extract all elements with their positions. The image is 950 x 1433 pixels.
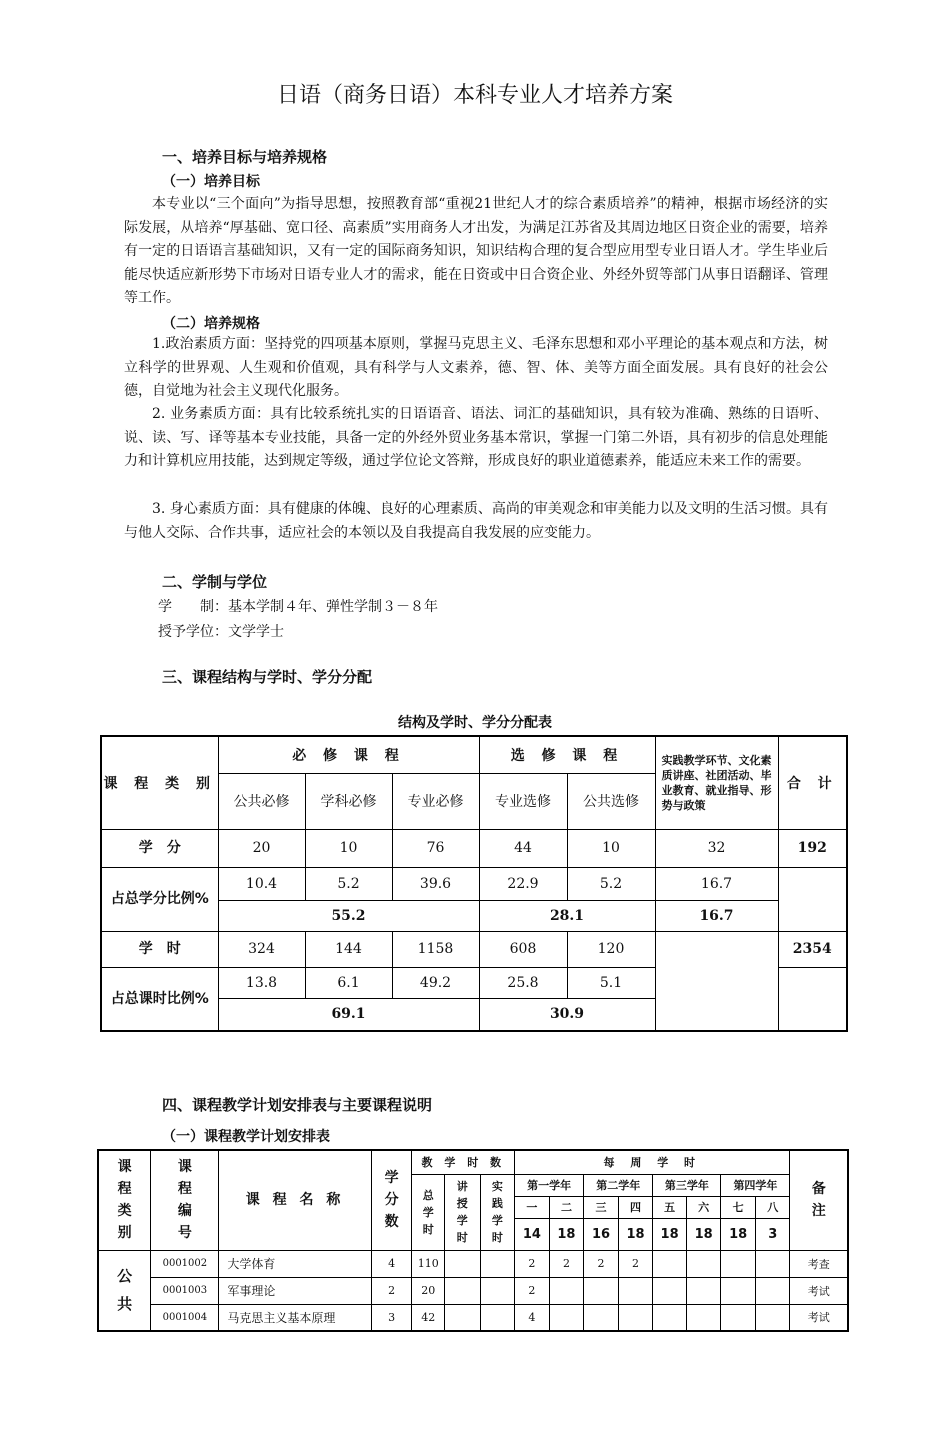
course-group-label: 公共 <box>98 1250 151 1331</box>
course-practice-hours <box>480 1304 515 1331</box>
course-weekly-hours <box>755 1277 790 1304</box>
table-caption: 结构及学时、学分分配表 <box>398 715 552 731</box>
degree-awarded: 授予学位：文学学士 <box>158 624 284 640</box>
course-row <box>98 1250 848 1277</box>
plan-col-note: 备注 <box>790 1150 848 1250</box>
credit-ratio-label: 占总学分比例% <box>101 867 218 931</box>
course-weekly-hours <box>653 1277 687 1304</box>
credit-value: 10 <box>305 829 392 867</box>
section-2-heading: 二、学制与学位 <box>162 573 268 591</box>
course-lecture-hours <box>444 1250 480 1277</box>
subsection-spec-heading: （二）培养规格 <box>162 316 260 332</box>
hour-ratio-value: 49.2 <box>392 967 479 998</box>
plan-col-weekly: 每 周 学 时 <box>515 1150 790 1174</box>
year-3: 第三学年 <box>653 1174 721 1196</box>
term: 三 <box>584 1196 619 1218</box>
col-discipline-required: 学科必修 <box>305 773 392 829</box>
hour-value: 1158 <box>392 931 479 967</box>
goal-paragraph: 本专业以“三个面向”为指导思想，按照教育部“重视21世纪人才的综合素质培养”的精神，根据市场经济的实际发展，从培养“厚基础、宽口径、高素质”实用商务人才出发，为满足江苏省及其周边地区日资企业的需要，培养有一定的日语语言基础知识，又有一定的国际商务知识，知识结构合理的复合型应用型专业日语人才。学生毕业后能尽快适应新形势下市场对日语专业人才的需求，能在日资或中日合资企业、外经外贸等部门从事日语翻译、管理等工作。 <box>124 196 828 306</box>
plan-col-type: 课程类别 <box>98 1150 151 1250</box>
hour-ratio-required-sum: 69.1 <box>218 998 479 1031</box>
schooling-length: 学 制：基本学制４年、弹性学制３－８年 <box>158 599 438 615</box>
course-credit: 2 <box>371 1277 412 1304</box>
course-credit: 4 <box>371 1250 412 1277</box>
term-weeks: 18 <box>686 1218 721 1250</box>
year-4: 第四学年 <box>721 1174 790 1196</box>
plan-col-hours: 教 学 时 数 <box>412 1150 515 1174</box>
course-name: 军事理论 <box>219 1277 371 1304</box>
course-weekly-hours <box>653 1304 687 1331</box>
credit-ratio-required-sum: 55.2 <box>218 900 479 931</box>
course-credit: 3 <box>371 1304 412 1331</box>
course-weekly-hours <box>755 1250 790 1277</box>
credit-value: 32 <box>655 829 778 867</box>
course-row <box>98 1304 848 1331</box>
credit-total: 192 <box>778 829 847 867</box>
course-weekly-hours <box>721 1250 756 1277</box>
credit-ratio-value: 16.7 <box>655 867 778 900</box>
term-weeks: 18 <box>653 1218 687 1250</box>
section-1-heading: 一、培养目标与培养规格 <box>162 148 328 166</box>
term: 二 <box>549 1196 584 1218</box>
credit-ratio-value: 22.9 <box>479 867 567 900</box>
course-weekly-hours <box>721 1277 756 1304</box>
course-weekly-hours <box>618 1304 653 1331</box>
plan-col-lecture: 讲授学时 <box>444 1174 480 1250</box>
credit-row-label: 学 分 <box>101 829 218 867</box>
course-type-header: 课 程 类 别 <box>101 736 218 829</box>
credit-ratio-value: 10.4 <box>218 867 305 900</box>
hour-ratio-label: 占总课时比例% <box>101 967 218 1031</box>
plan-col-code: 课程编号 <box>151 1150 219 1250</box>
course-weekly-hours: 2 <box>584 1250 619 1277</box>
spec-physical-paragraph: 3. 身心素质方面：具有健康的体魄、良好的心理素质、高尚的审美观念和审美能力以及文明的生活习惯。具有与他人交际、合作共事，适应社会的本领以及自我提高自我发展的应变能力。 <box>124 501 828 541</box>
hour-value: 324 <box>218 931 305 967</box>
empty-cell <box>778 967 847 1031</box>
course-total-hours: 20 <box>412 1277 445 1304</box>
term-weeks: 18 <box>721 1218 756 1250</box>
term-weeks: 16 <box>584 1218 619 1250</box>
hour-ratio-elective-sum: 30.9 <box>479 998 655 1031</box>
col-major-elective: 专业选修 <box>479 773 567 829</box>
empty-cell <box>778 867 847 931</box>
course-weekly-hours: 2 <box>549 1250 584 1277</box>
credit-ratio-value: 5.2 <box>567 867 655 900</box>
hour-value: 120 <box>567 931 655 967</box>
hour-value: 144 <box>305 931 392 967</box>
credit-value: 20 <box>218 829 305 867</box>
spec-professional-paragraph: 2. 业务素质方面：具有比较系统扎实的日语语音、语法、词汇的基础知识，具有较为准确、熟练的日语听、说、读、写、译等基本专业技能，具备一定的外经外贸业务基本常识，掌握一门第二外语，具有初步的信息处理能力和计算机应用技能，达到规定等级，通过学位论文答辩，形成良好的职业道德素养，能适应未来工作的需要。 <box>124 406 828 469</box>
term: 八 <box>755 1196 790 1218</box>
section-3-heading: 三、课程结构与学时、学分分配 <box>162 668 373 686</box>
course-assessment: 考试 <box>790 1304 848 1331</box>
course-name: 大学体育 <box>219 1250 371 1277</box>
teaching-plan-table <box>97 1149 849 1332</box>
required-header: 必 修 课 程 <box>218 736 479 773</box>
plan-col-total-hours: 总学时 <box>412 1174 445 1250</box>
course-weekly-hours <box>755 1304 790 1331</box>
credit-ratio-value: 39.6 <box>392 867 479 900</box>
credit-value: 76 <box>392 829 479 867</box>
section-4-heading: 四、课程教学计划安排表与主要课程说明 <box>162 1096 433 1114</box>
hour-ratio-value: 5.1 <box>567 967 655 998</box>
course-weekly-hours <box>686 1250 721 1277</box>
credit-value: 10 <box>567 829 655 867</box>
course-weekly-hours <box>653 1250 687 1277</box>
subsection-goal-heading: （一）培养目标 <box>162 174 260 190</box>
practice-header: 实践教学环节、文化素质讲座、社团活动、毕业教育、就业指导、形势与政策 <box>655 736 778 829</box>
course-weekly-hours <box>584 1277 619 1304</box>
course-assessment: 考查 <box>790 1250 848 1277</box>
hour-total: 2354 <box>778 931 847 967</box>
course-weekly-hours <box>686 1304 721 1331</box>
course-practice-hours <box>480 1250 515 1277</box>
course-weekly-hours <box>618 1277 653 1304</box>
col-public-required: 公共必修 <box>218 773 305 829</box>
plan-table-body <box>98 1250 848 1331</box>
course-weekly-hours <box>686 1277 721 1304</box>
course-lecture-hours <box>444 1277 480 1304</box>
course-weekly-hours <box>549 1304 584 1331</box>
term-weeks: 3 <box>755 1218 790 1250</box>
col-public-elective: 公共选修 <box>567 773 655 829</box>
term: 六 <box>686 1196 721 1218</box>
plan-col-practice: 实践学时 <box>480 1174 515 1250</box>
plan-table-heading: （一）课程教学计划安排表 <box>162 1129 330 1145</box>
course-weekly-hours <box>549 1277 584 1304</box>
course-code: 0001003 <box>151 1277 219 1304</box>
course-lecture-hours <box>444 1304 480 1331</box>
credit-structure-table <box>100 735 848 1032</box>
course-name: 马克思主义基本原理 <box>219 1304 371 1331</box>
course-row <box>98 1277 848 1304</box>
credit-ratio-value: 5.2 <box>305 867 392 900</box>
course-weekly-hours: 2 <box>515 1277 550 1304</box>
year-1: 第一学年 <box>515 1174 584 1196</box>
term: 七 <box>721 1196 756 1218</box>
course-assessment: 考试 <box>790 1277 848 1304</box>
course-total-hours: 110 <box>412 1250 445 1277</box>
plan-col-credit: 学分数 <box>371 1150 412 1250</box>
course-practice-hours <box>480 1277 515 1304</box>
term: 四 <box>618 1196 653 1218</box>
hour-value: 608 <box>479 931 567 967</box>
term: 一 <box>515 1196 550 1218</box>
term-weeks: 14 <box>515 1218 550 1250</box>
hour-ratio-value: 25.8 <box>479 967 567 998</box>
hour-row-label: 学 时 <box>101 931 218 967</box>
elective-header: 选 修 课 程 <box>479 736 655 773</box>
course-weekly-hours: 2 <box>515 1250 550 1277</box>
year-2: 第二学年 <box>584 1174 653 1196</box>
credit-ratio-practice-sum: 16.7 <box>655 900 778 931</box>
course-code: 0001002 <box>151 1250 219 1277</box>
col-major-required: 专业必修 <box>392 773 479 829</box>
hour-ratio-value: 13.8 <box>218 967 305 998</box>
term-weeks: 18 <box>618 1218 653 1250</box>
hour-ratio-value: 6.1 <box>305 967 392 998</box>
course-weekly-hours: 4 <box>515 1304 550 1331</box>
course-weekly-hours: 2 <box>618 1250 653 1277</box>
term: 五 <box>653 1196 687 1218</box>
course-weekly-hours <box>584 1304 619 1331</box>
term-weeks: 18 <box>549 1218 584 1250</box>
spec-political-paragraph: 1.政治素质方面：坚持党的四项基本原则，掌握马克思主义、毛泽东思想和邓小平理论的基本观点和方法，树立科学的世界观、人生观和价值观，具有科学与人文素养，德、智、体、美等方面全面发展。具有良好的社会公德，自觉地为社会主义现代化服务。 <box>124 336 828 399</box>
course-weekly-hours <box>721 1304 756 1331</box>
empty-cell <box>655 931 778 1031</box>
plan-col-name: 课 程 名 称 <box>219 1150 371 1250</box>
credit-ratio-elective-sum: 28.1 <box>479 900 655 931</box>
credit-value: 44 <box>479 829 567 867</box>
total-header: 合 计 <box>778 736 847 829</box>
document-title: 日语（商务日语）本科专业人才培养方案 <box>276 83 673 108</box>
course-code: 0001004 <box>151 1304 219 1331</box>
course-total-hours: 42 <box>412 1304 445 1331</box>
